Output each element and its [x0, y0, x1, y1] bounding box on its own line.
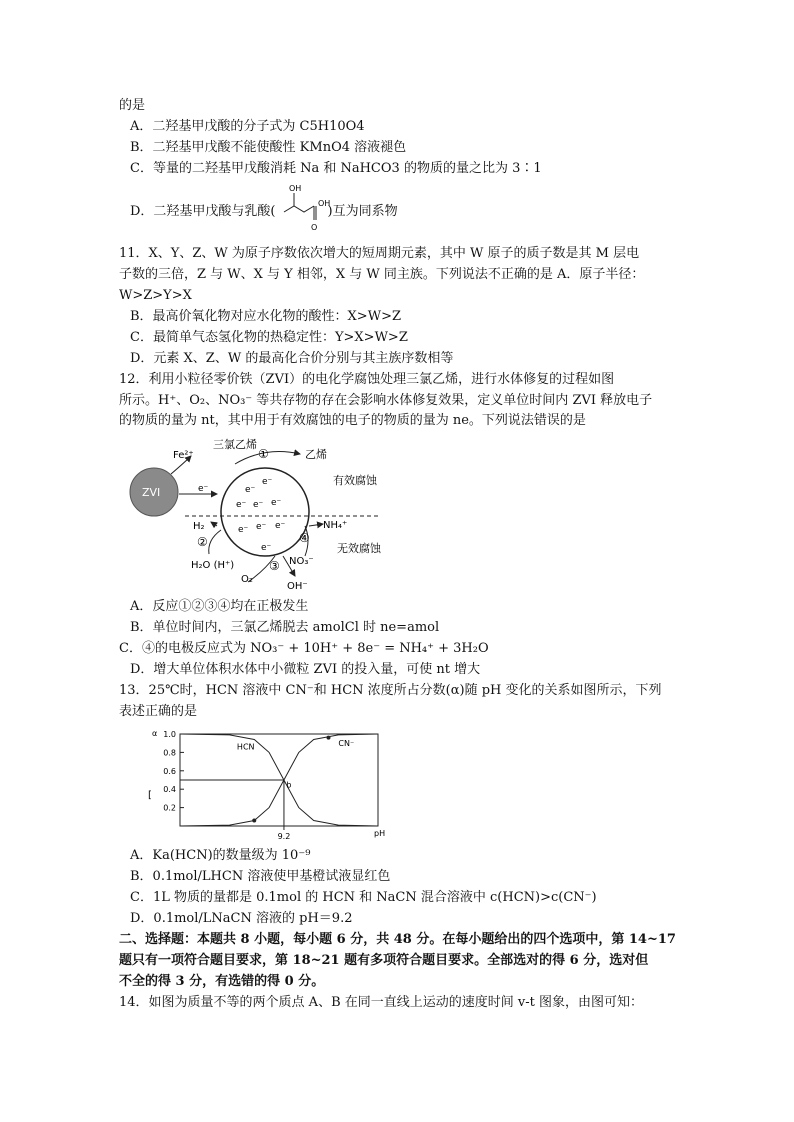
y-tick-label: 0.6	[163, 766, 176, 776]
nh4-label: NH₄⁺	[323, 520, 348, 531]
lactic-oh-top: OH	[289, 184, 302, 193]
q13-stem-2: 表述正确的是	[119, 704, 198, 719]
hcn-alpha-chart	[140, 724, 400, 844]
electron: e⁻	[238, 525, 249, 535]
section-header-1: 二、选择题：本题共 8 小题，每小题 6 分，共 48 分。在每小题给出的四个选项中，第 14~17	[119, 932, 676, 947]
reaction4-num: ④	[299, 531, 310, 545]
q14-stem: 14．如图为质量不等的两个质点 A、B 在同一直线上运动的速度时间 v-t 图象，由图可知：	[119, 995, 643, 1010]
electron: e⁻	[245, 485, 256, 495]
q12-stem-1: 12．利用小粒径零价铁（ZVI）的电化学腐蚀处理三氯乙烯，进行水体修复的过程如图	[119, 372, 615, 387]
h2-arrow	[211, 522, 217, 526]
reaction2-num: ②	[197, 535, 208, 549]
nh4-arrow	[309, 524, 323, 526]
series-label-hcn: HCN	[236, 742, 255, 752]
q12-stem-2: 所示。H⁺、O₂、NO₃⁻ 等共存物的存在会影响水体修复效果，定义单位时间内 ZVI 释放电子	[119, 393, 653, 408]
y-ticks	[163, 730, 184, 813]
h2o-label: H₂O (H⁺)	[191, 560, 235, 571]
bracket-mark: [	[148, 790, 152, 801]
y-tick-label: 1.0	[163, 730, 176, 739]
q13-option-c: C．1L 物质的量都是 0.1mol 的 HCN 和 NaCN 混合溶液中 c(HCN)>c(CN⁻)	[130, 890, 597, 905]
lactic-oh-right: OH	[318, 199, 331, 208]
q12-option-d: D．增大单位体积水体中小微粒 ZVI 的投入量，可使 nt 增大	[130, 662, 481, 677]
line-continuation: 的是	[119, 98, 146, 113]
q11-stem-2: 子数的三倍，Z 与 W、X 与 Y 相邻，X 与 W 同主族。下列说法不正确的是 A．原子半径：	[119, 267, 645, 282]
q10-option-c: C．等量的二羟基甲戊酸消耗 Na 和 NaHCO3 的物质的量之比为 3∶1	[130, 161, 542, 176]
o2-label: O₂	[241, 574, 253, 585]
reaction3-num: ③	[269, 559, 280, 573]
q11-option-b: B．最高价氧化物对应水化物的酸性：X>W>Z	[130, 309, 401, 324]
q12-stem-3: 的物质的量为 nt，其中用于有效腐蚀的电子的物质的量为 ne。下列说法错误的是	[119, 413, 586, 428]
oh-label: OH⁻	[287, 581, 308, 592]
q12-option-b: B．单位时间内，三氯乙烯脱去 amolCl 时 ne=amol	[130, 620, 440, 635]
q11-stem-3: W>Z>Y>X	[119, 288, 192, 303]
electron-cluster	[236, 477, 286, 553]
electron: e⁻	[275, 521, 286, 531]
lactic-bond-chain	[284, 206, 314, 212]
no3-label: NO₃⁻	[289, 556, 314, 567]
lactic-o: O	[311, 223, 318, 232]
q10-option-d-text2: )互为同系物	[327, 204, 398, 219]
electron: e⁻	[271, 498, 282, 508]
point-b-label: b	[286, 780, 292, 790]
lactic-acid-structure	[280, 182, 340, 234]
electron: e⁻	[261, 543, 272, 553]
q13-stem-1: 13．25℃时，HCN 溶液中 CN⁻和 HCN 浓度所占分数(α)随 pH 变化的关系如图所示，下列	[119, 683, 662, 698]
zvi-label: ZVI	[142, 486, 161, 499]
y-tick-label: 0.2	[163, 803, 176, 813]
q11-option-d: D．元素 X、Z、W 的最高化合价分别与其主族序数相等	[130, 351, 454, 366]
electron: e⁻	[256, 522, 267, 532]
q10-option-d	[130, 203, 398, 221]
h2-label: H₂	[193, 521, 205, 532]
data-point-hcn	[252, 818, 256, 822]
q13-option-a: A．Ka(HCN)的数量级为 10⁻⁹	[130, 848, 311, 863]
q13-option-d: D．0.1mol/LNaCN 溶液的 pH＝9.2	[130, 911, 353, 926]
q12-option-a: A．反应①②③④均在正极发生	[130, 599, 309, 614]
q12-option-c: C．④的电极反应式为 NO₃⁻ + 10H⁺ + 8e⁻ = NH₄⁺ + 3H₂O	[119, 641, 489, 656]
fe2-label: Fe²⁺	[173, 450, 194, 461]
q11-option-c: C．最简单气态氢化物的热稳定性：Y>X>W>Z	[130, 330, 408, 345]
effective-label: 有效腐蚀	[333, 474, 377, 487]
y-tick-label: 0.8	[163, 748, 176, 758]
reaction2-arrow	[209, 530, 221, 554]
electron-transfer-label: e⁻	[198, 484, 209, 494]
section-header-2: 题只有一项符合题目要求，第 18~21 题有多项符合题目要求。全部选对的得 6 分，选对但	[119, 953, 649, 968]
ineffective-label: 无效腐蚀	[337, 542, 381, 555]
electron: e⁻	[236, 500, 247, 510]
series-label-cn: CN⁻	[338, 738, 355, 748]
ethylene-label: 乙烯	[305, 448, 327, 461]
q13-option-b: B．0.1mol/LHCN 溶液使甲基橙试液显红色	[130, 869, 391, 884]
chart-marks	[237, 736, 354, 823]
reaction1-num: ①	[258, 447, 269, 461]
tce-label: 三氯乙烯	[213, 438, 257, 451]
y-tick-label: 0.4	[163, 785, 176, 795]
data-point-cn	[327, 736, 331, 740]
section-header-3: 不全的得 3 分，有选错的得 0 分。	[119, 974, 325, 989]
q10-option-d-text: D．二羟基甲戊酸与乳酸(	[130, 204, 276, 219]
q10-option-a: A．二羟基甲戊酸的分子式为 C5H10O4	[130, 119, 365, 134]
electron: e⁻	[262, 477, 273, 487]
y-axis-label: α	[152, 729, 158, 738]
x-tick-label: 9.2	[277, 832, 291, 841]
electron: e⁻	[253, 500, 264, 510]
q10-option-b: B．二羟基甲戊酸不能使酸性 KMnO4 溶液褪色	[130, 140, 407, 155]
q11-stem-1: 11．X、Y、Z、W 为原子序数依次增大的短周期元素，其中 W 原子的质子数是其 M 层电	[119, 246, 640, 261]
x-axis-label: pH	[374, 829, 386, 838]
zvi-diagram	[125, 432, 455, 594]
